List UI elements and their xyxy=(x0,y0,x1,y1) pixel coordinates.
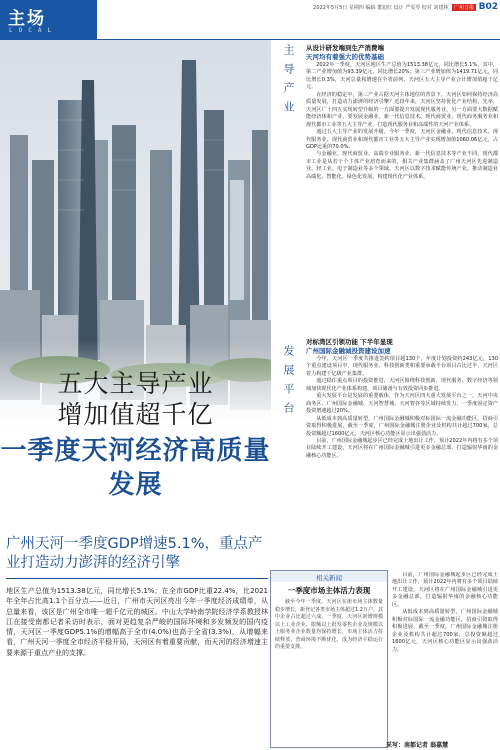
section-1-title: 从设计研发端到生产消费端 xyxy=(306,44,384,52)
sidebar-label-top-wrap xyxy=(280,44,302,120)
section-2-continuation xyxy=(392,572,498,738)
section-2-paragraph: 从低成本到高质量转型，广州国际金融城积极对标国际一流金融功能区，招商引资取得积极进展，截至一季度，广州国际金融城注册企业及机构共计超过700家，总投资额超过1600亿元，天河区核心功能区显示出强劲活力。 xyxy=(306,415,498,437)
sidebar-label-top: 主导产业 xyxy=(282,44,295,120)
masthead xyxy=(0,0,500,40)
masthead-block xyxy=(0,0,97,40)
section-2-paragraph: 目前，广州国际金融城起步区已经完成土地出让工作，预计2022年内将有多个项目陆续开工建设，天河区将在广州国际金融城引进更多金融总部，打造辐射华南的金融核心功能区。 xyxy=(392,572,498,608)
section-2-paragraph: 重大发展平台是发展的重要载体，作为天河区四大重大发展平台之一，天河中央商务区、广州国际金融城、天河智慧城、天河智谷等区域持续发力，一季度固定资产投资增速超过20%。 xyxy=(306,393,498,415)
section-2-subtitle: 广州国际金融城投资建设加速 xyxy=(306,347,391,355)
issue-info: 2022年5月5日 星期四 编辑 董旭红 设计 严雯琴 校对 刘建林 xyxy=(313,5,449,11)
section-1-paragraph: 在经济的稳定中，第三产业占据天河主体地位的背景下，天河区如何保持经济高质量发展，打造动力澎湃的经济引擎？近段年来，天河区坚持优化产业结构，先举，天河区广十四五实现转型升级的一方面要提升发展现代服务业，另一方面要大数据赋能经济体和产业，要发展金融业，新一代信息技术、现代商贸业、现代商务服务业和现代都市工业等五大主导产业，打造现代服务业和高端性的天河产业体系。 xyxy=(306,91,498,128)
lead-paragraph: 地区生产总值为1513.38亿元，同比增长5.1%；在全市GDP比重22.4%，比2021年全年占比高1.1个百分点——近日，广州市天河区亮出今年一季度经济成绩单，从总量来看，该区是广州全市唯一超千亿元的城区。中山大学岭南学院经济学系教授林江在接受南都记者采访时表示，面对更趋复杂严峻的国际环境和多发频发的国内疫情，天河区一季度GDP5.1%的增幅高于全市(4.0%)也高于全省(3.3%)，从增幅来看，广州天河一季度全市经济平稳开局，天河区有着重要贡献，而天河的经济增速主要来源于重点产业的支撑。 xyxy=(6,587,268,657)
headline-subtitle: 广州天河一季度GDP增速5.1%，重点产业打造动力澎湃的经济引擎 xyxy=(6,536,263,571)
section-2-paragraph: 从低成本到高质量转型，广州国际金融城积极对标国际一流金融功能区，招商引资取得积极进展，截至一季度，广州国际金融城注册企业及机构共计超过700家，总投资额超过1600亿元，天河区核心功能区显示出强劲活力。 xyxy=(392,609,498,653)
subtitle-rule xyxy=(6,578,268,579)
section-2-title: 对标湾区引领功能 下半年显现 xyxy=(306,338,393,346)
headline-line-1: 五大主导产业 xyxy=(57,369,214,398)
section-1-paragraph: 2022年一季度，天河区地区生产总值为1513.38亿元，同比增长5.1%，其中，第二产业增加值为93.39亿元，同比增长20%；第三产业增加值为1419.71亿元，同比增长0.3%，天河总量和增速在全省前列，天河区五大主导产业合计增加值超千亿元。 xyxy=(306,62,498,91)
headline-main: 一季度天河经济高质量发展 xyxy=(0,436,271,500)
sidebar-label-bottom-wrap xyxy=(280,345,302,421)
section-title: 主场 xyxy=(8,9,46,29)
related-news-text: 截至今年一季度，天河区在册市场主体数量稳步增长，新登记各类市场主体超过1.2万户，其中企业占比超过六成。一季度，天河区新增规模以上工业企业、限额以上批发零售企业及规模以上服务业企业数量均保持增长，市场主体活力持续释放，营商环境不断优化，成为经济平稳运行的重要支撑。 xyxy=(275,599,383,650)
masthead-info xyxy=(313,4,476,11)
section-1-subtitle: 天河均有着强大的优势基础 xyxy=(306,53,384,61)
related-news-caption: 相关新闻 xyxy=(316,574,342,582)
section-subtitle: LOCAL xyxy=(9,27,58,34)
section-2-paragraph: 通过稳住重点项目的投资推进，天河区围绕科技创新、现代服务、数字经济等领域加快现代化产业体系构建，项目储备与有效投资同步推进。 xyxy=(306,378,498,392)
masthead-tag: 广州日报 xyxy=(453,5,474,11)
section-1-paragraph: 与金融业、现代商贸业、高端专业服务业、新一代信息技术等产业不同，现代都市工业是从若干个主体产业培育而来的，相关产业集群涵盖了广州天河区先进制造业、轻工业、电子制造业等多个领域。天河区以数字技术赋能传统产业，推动制造业高端化、智能化、绿色化发展，构建现代化产业体系。 xyxy=(306,151,498,180)
section-1-paragraph: 通过五大主导产业的发展升级，今年一季度，天河区金融业、现代信息技术、现代服务业、现代商贸业和现代都市工业等五大主导产业实现增加值1060.06亿元，占GDP比重的70.0%。 xyxy=(306,129,498,150)
section-1 xyxy=(306,44,498,334)
section-2 xyxy=(306,338,498,568)
headline xyxy=(0,368,271,502)
headline-line-2: 增加值超千亿 xyxy=(57,400,214,429)
related-news-box xyxy=(270,570,388,748)
section-2-paragraph: 目前，广州国际金融城起步区已经完成土地出让工作，预计2022年内将有多个项目陆续开工建设，天河区将在广州国际金融城引进更多金融总部，打造辐射华南的金融核心功能区。 xyxy=(306,437,498,459)
section-2-paragraph: 今年，天河区一季度共推进签约项目超130个，年度计划投资约243亿元，130个重点建设项目中，现代服务业、科技创新类和重要承载平台项目占比过半，天河区着力构建千亿级产业集群。 xyxy=(306,356,498,377)
sidebar-label-bottom: 发展平台 xyxy=(282,345,295,421)
related-news-title: 一季度市场主体活力表现 xyxy=(287,586,371,595)
related-news-header xyxy=(271,571,387,582)
byline: 采写：南都记者 翁嘉慧 xyxy=(386,742,449,749)
page-number: B02 xyxy=(478,2,498,12)
